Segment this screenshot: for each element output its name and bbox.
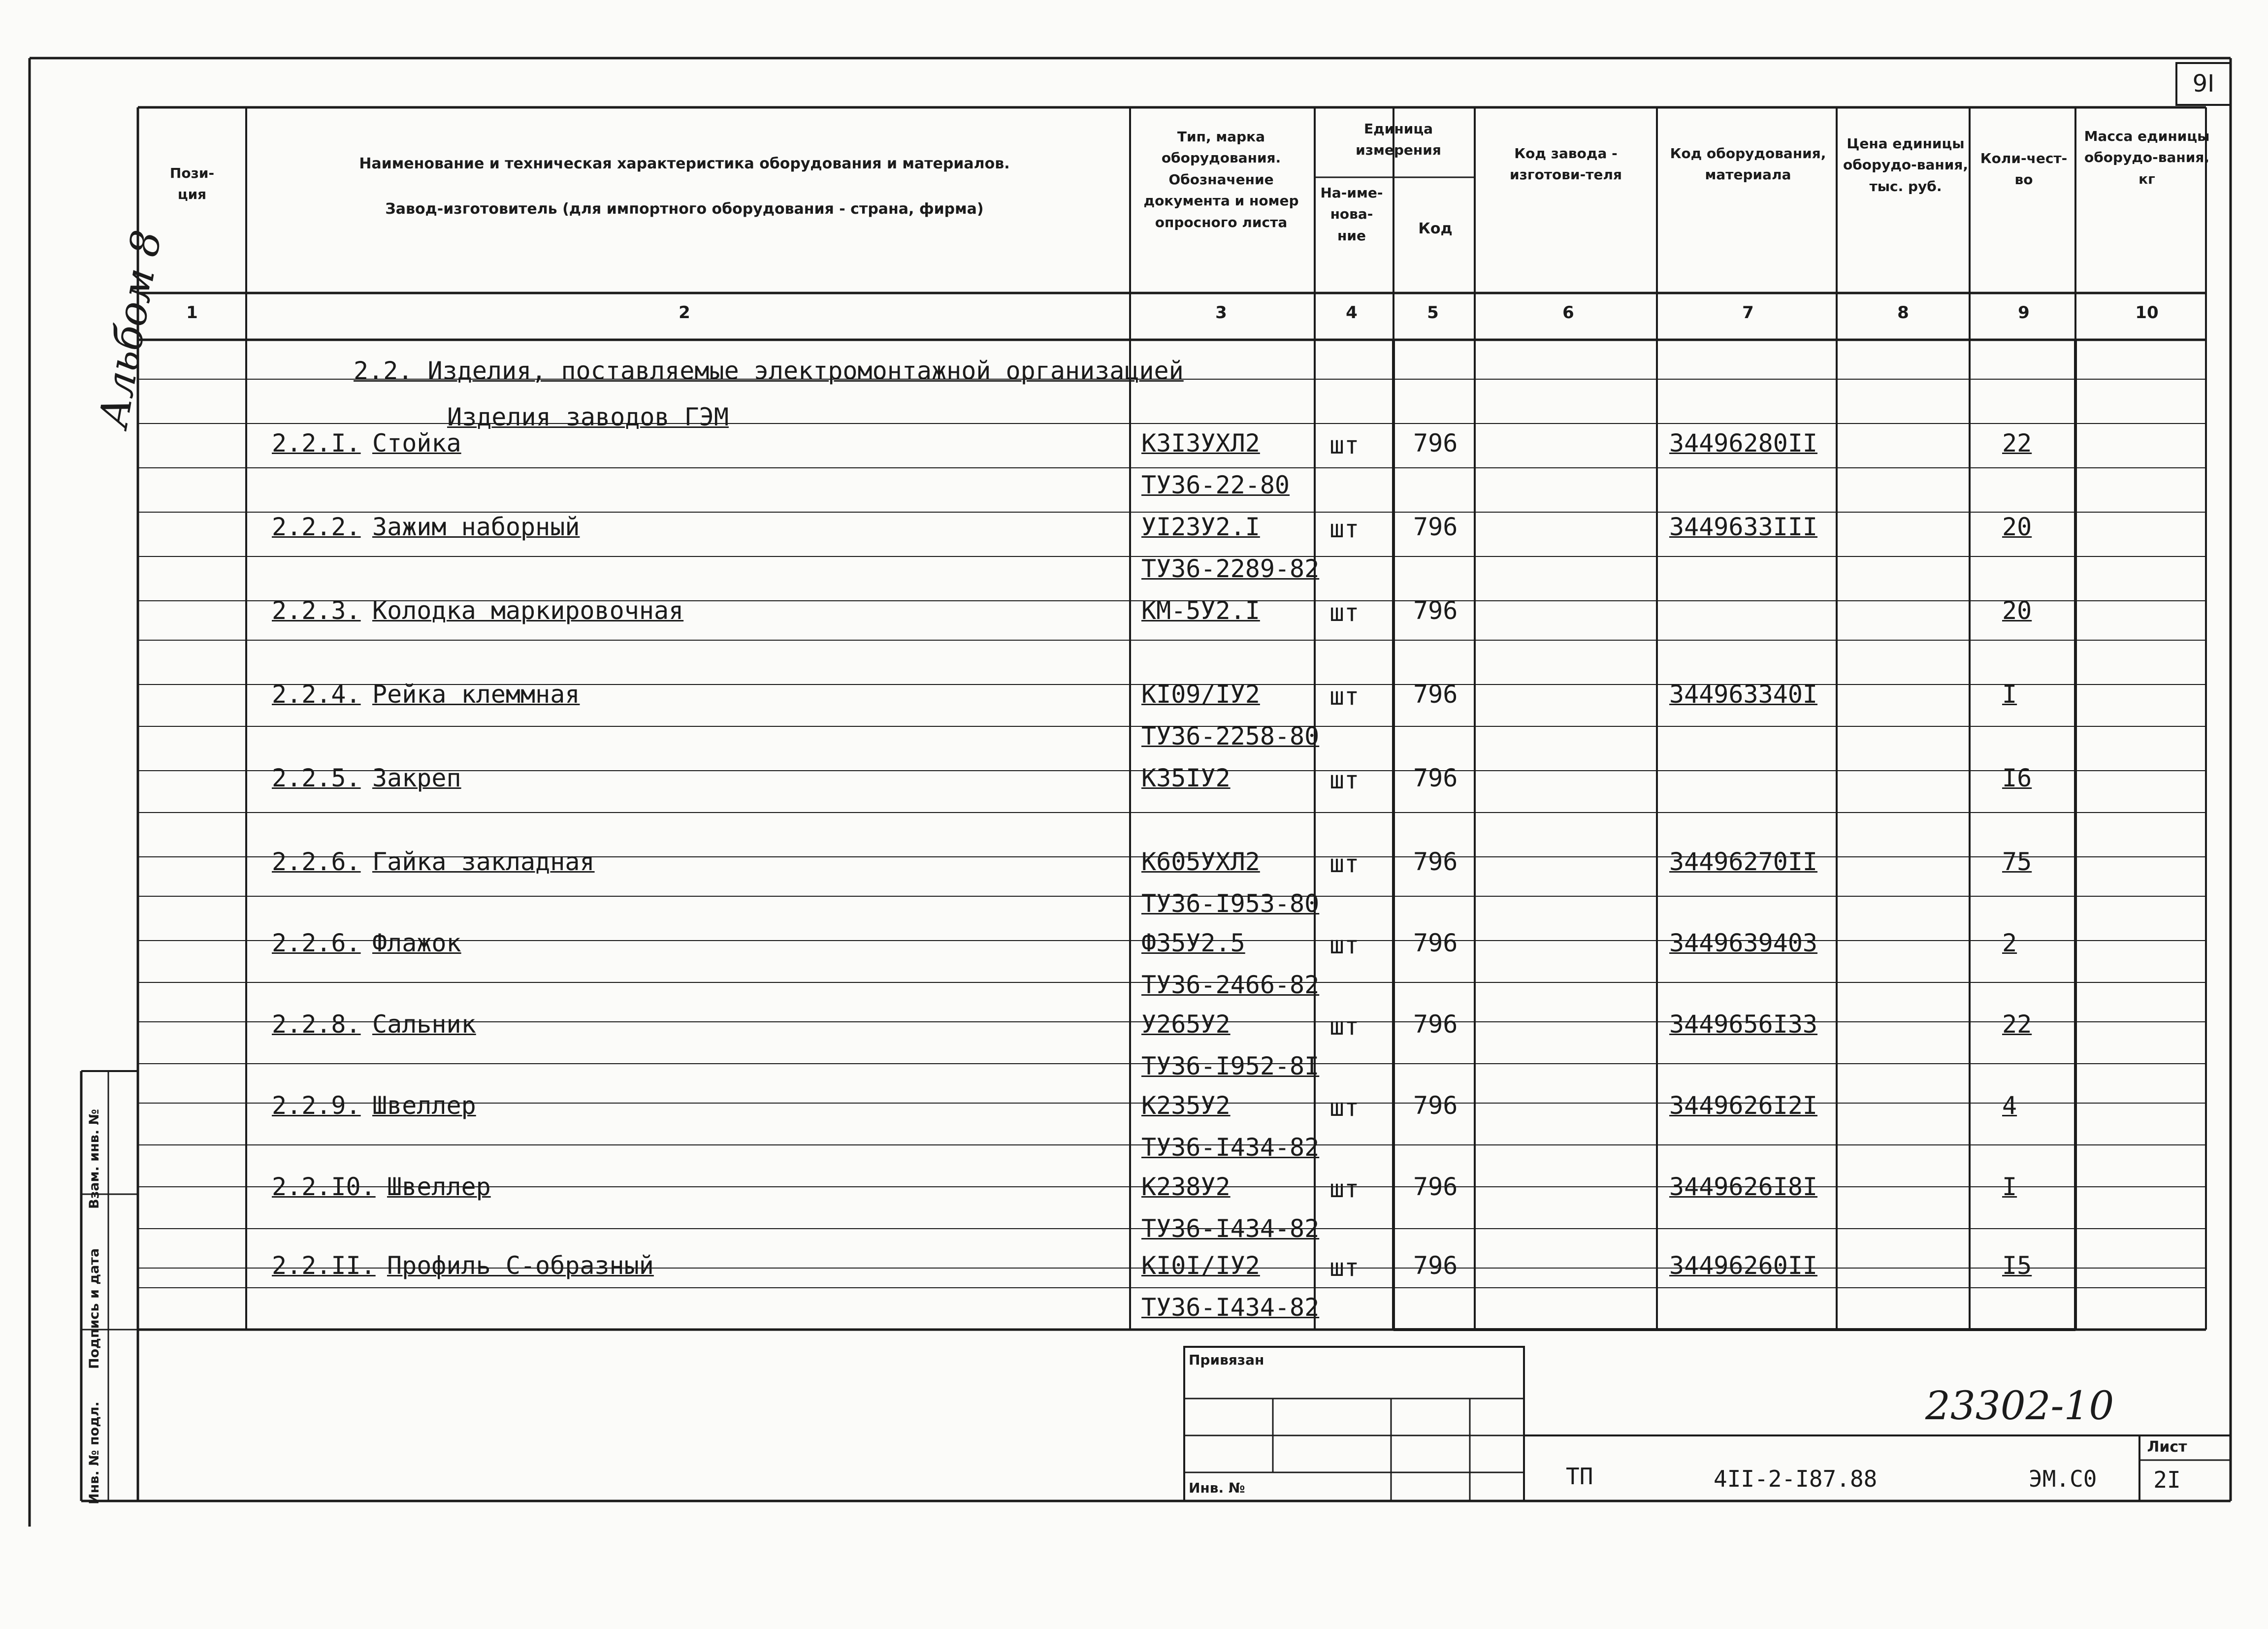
item-unit-code: 796 [1413,429,1458,457]
item-unit-code: 796 [1413,929,1458,957]
stamp-signature-date: Подпись и дата [87,1248,102,1369]
item-type: КI0I/IУ2 [1141,1251,1260,1280]
item-position: 2.2.2. [272,513,361,541]
item-document: ТУ36-I434-82 [1141,1133,1320,1162]
item-unit-code: 796 [1413,847,1458,876]
item-position: 2.2.8. [272,1010,361,1039]
item-quantity: 2 [2002,929,2017,957]
item-unit-code: 796 [1413,680,1458,709]
header-equipment-code: Код оборудования, материала [1670,145,1826,183]
column-number: 8 [1897,303,1909,323]
item-unit: шт [1329,431,1360,459]
item-equipment-code: 3449656I33 [1669,1010,1818,1039]
header-unit-name: На-име-нова-ние [1320,185,1383,244]
item-quantity: 20 [2002,596,2032,625]
page-number: 9I [2192,70,2215,98]
item-name: Профиль С-образный [387,1251,654,1280]
item-quantity: I6 [2002,764,2032,792]
item-type: У265У2 [1141,1010,1231,1039]
item-unit: шт [1329,1012,1360,1041]
item-unit-code: 796 [1413,764,1458,792]
item-quantity: I [2002,1173,2017,1201]
item-name: Зажим наборный [372,513,580,541]
item-unit-code: 796 [1413,1091,1458,1120]
item-unit: шт [1329,849,1360,878]
stamp-replaced-inv: Взам. инв. № [87,1108,102,1209]
header-mass: Масса единицы оборудо-вания, кг [2084,128,2210,187]
frame-rect [1184,1347,1524,1501]
column-number: 3 [1215,303,1227,323]
sheet-number: 2I [2153,1466,2181,1493]
album-label: Альбом 8 [90,227,171,431]
item-name: Швеллер [372,1091,476,1120]
item-name: Рейка клеммная [372,680,580,709]
item-type: КМ-5У2.I [1141,596,1260,625]
item-position: 2.2.4. [272,680,361,709]
item-type: К605УХЛ2 [1141,847,1260,876]
item-unit: шт [1329,1093,1360,1122]
header-name-line2: Завод-изготовитель (для импортного оборудования - страна, фирма) [385,200,984,218]
item-unit: шт [1329,598,1360,627]
item-unit-code: 796 [1413,513,1458,541]
item-position: 2.2.3. [272,596,361,625]
item-quantity: 22 [2002,429,2032,457]
item-unit: шт [1329,1253,1360,1282]
attached-label: Привязан [1189,1352,1264,1368]
project-number: 4II-2-I87.88 [1714,1466,1878,1492]
stamp-original-inv: Инв. № подл. [87,1401,102,1504]
header-price: Цена единицы оборудо-вания, тыс. руб. [1843,135,1968,195]
column-number: 2 [679,303,690,323]
item-unit-code: 796 [1413,1251,1458,1280]
item-unit: шт [1329,766,1360,794]
header-quantity: Коли-чест-во [1980,150,2068,188]
item-position: 2.2.I0. [272,1173,376,1201]
item-type: УI23У2.I [1141,513,1260,541]
column-number: 4 [1346,303,1358,323]
item-type: К238У2 [1141,1173,1231,1201]
column-number: 10 [2135,303,2159,323]
item-name: Швеллер [387,1173,491,1201]
item-name: Стойка [372,429,461,457]
item-position: 2.2.9. [272,1091,361,1120]
item-position: 2.2.6. [272,929,361,957]
item-unit-code: 796 [1413,1173,1458,1201]
inventory-label: Инв. № [1189,1480,1245,1496]
item-equipment-code: 344963340I [1669,680,1818,709]
item-equipment-code: 3449639403 [1669,929,1818,957]
item-type: К235У2 [1141,1091,1231,1120]
header-unit-group: Единица измерения [1356,121,1441,159]
item-document: ТУ36-2466-82 [1141,971,1320,999]
item-equipment-code: 3449633III [1669,513,1818,541]
item-quantity: 4 [2002,1091,2017,1120]
header-unit-code: Код [1418,220,1453,237]
column-number: 1 [186,303,198,323]
item-position: 2.2.5. [272,764,361,792]
drawing-mark: ЭМ.С0 [2029,1466,2097,1492]
item-unit: шт [1329,931,1360,959]
item-equipment-code: 34496260II [1669,1251,1818,1280]
item-quantity: 22 [2002,1010,2032,1039]
item-type: КI09/IУ2 [1141,680,1260,709]
item-document: ТУ36-I953-80 [1141,889,1320,918]
column-number: 7 [1742,303,1754,323]
item-quantity: I [2002,680,2017,709]
section-title: 2.2. Изделия, поставляемые электромонтажной организацией [354,357,1184,385]
item-quantity: 75 [2002,847,2032,876]
item-name: Флажок [372,929,461,957]
item-document: ТУ36-I434-82 [1141,1293,1320,1322]
header-factory-code: Код завода - изготови-теля [1510,145,1622,183]
header-name-line1: Наименование и техническая характеристика оборудования и материалов. [359,155,1010,172]
item-document: ТУ36-2289-82 [1141,554,1320,583]
item-name: Гайка закладная [372,847,595,876]
item-unit: шт [1329,515,1360,543]
sheet-label: Лист [2147,1438,2187,1456]
column-number: 6 [1562,303,1574,323]
column-number: 5 [1427,303,1439,323]
item-type: Ф35У2.5 [1141,929,1245,957]
item-unit-code: 796 [1413,596,1458,625]
item-position: 2.2.II. [272,1251,376,1280]
column-number: 9 [2018,303,2030,323]
item-quantity: 20 [2002,513,2032,541]
item-document: ТУ36-I434-82 [1141,1214,1320,1243]
tp-label: ТП [1566,1463,1593,1490]
item-unit: шт [1329,1174,1360,1203]
item-document: ТУ36-I952-8I [1141,1052,1320,1080]
item-position: 2.2.6. [272,847,361,876]
item-name: Закреп [372,764,461,792]
subsection-title: Изделия заводов ГЭМ [447,403,729,431]
item-equipment-code: 3449626I2I [1669,1091,1818,1120]
header-type: Тип, марка оборудования. Обозначение документа и номер опросного листа [1143,129,1299,230]
item-quantity: I5 [2002,1251,2032,1280]
item-name: Сальник [372,1010,476,1039]
item-position: 2.2.I. [272,429,361,457]
header-position: Пози- ция [169,165,215,203]
item-type: К3I3УХЛ2 [1141,429,1260,457]
item-equipment-code: 3449626I8I [1669,1173,1818,1201]
item-type: К35IУ2 [1141,764,1231,792]
item-document: ТУ36-2258-80 [1141,722,1320,750]
item-name: Колодка маркировочная [372,596,684,625]
item-equipment-code: 34496280II [1669,429,1818,457]
document-code: 23302-10 [1925,1383,2114,1429]
item-document: ТУ36-22-80 [1141,471,1290,499]
item-equipment-code: 34496270II [1669,847,1818,876]
item-unit: шт [1329,682,1360,711]
item-unit-code: 796 [1413,1010,1458,1039]
